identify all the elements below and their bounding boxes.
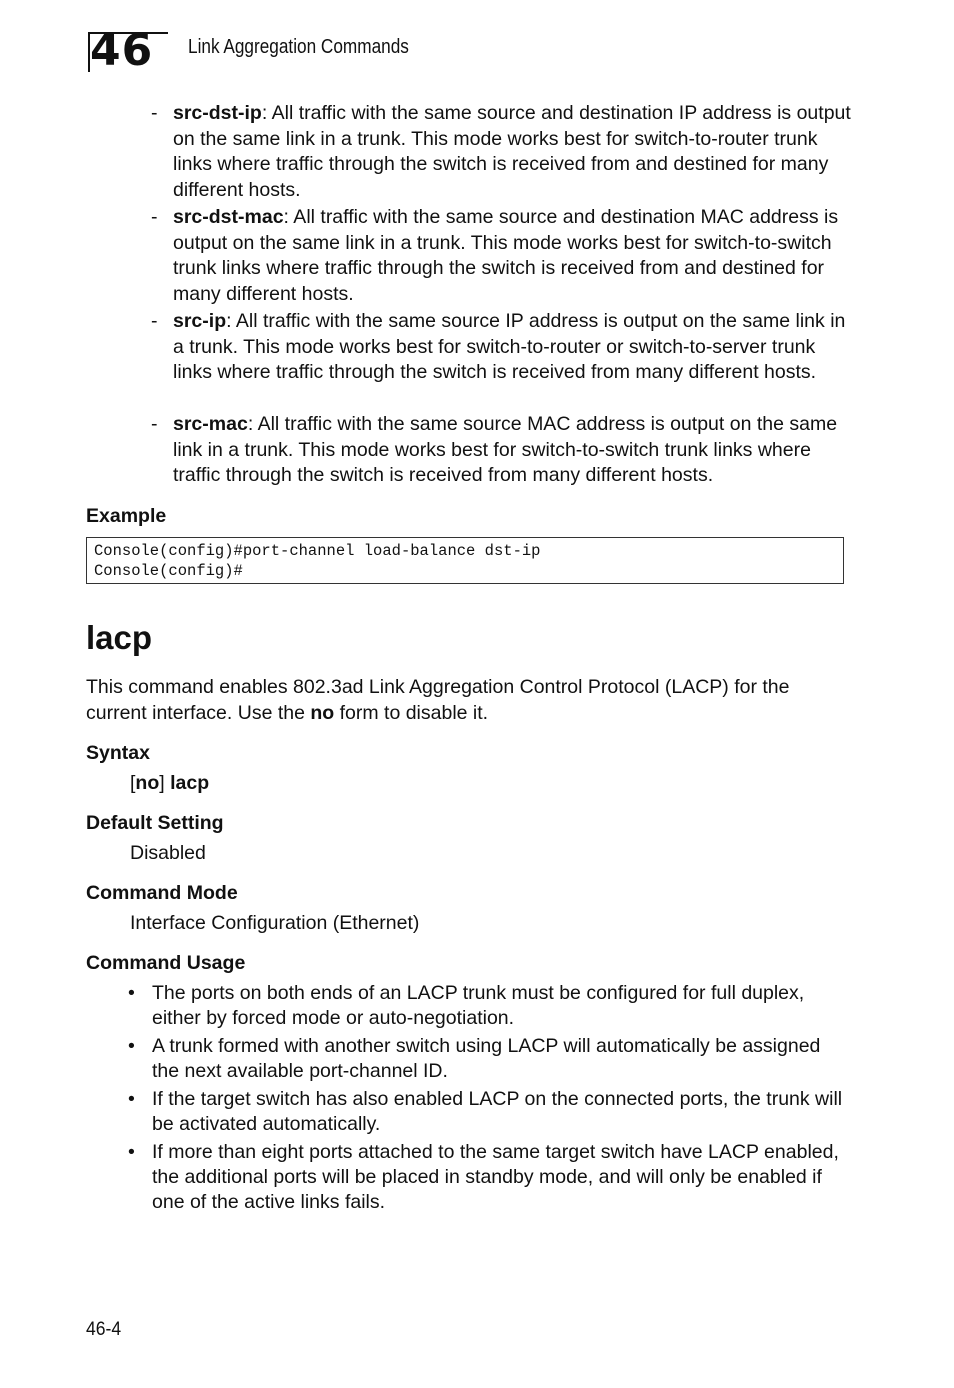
- usage-item-text: If more than eight ports attached to the same target switch have LACP enabled, the additional ports will be placed in standby mode, and will only be enabled if one of the active links fails.: [152, 1141, 839, 1213]
- code-example: [86, 537, 844, 584]
- usage-item: [128, 1034, 848, 1084]
- example-heading: Example: [86, 505, 167, 527]
- mode-item-src-dst-ip: [151, 101, 851, 203]
- usage-item: [128, 1087, 848, 1137]
- code-line: Console(config)#: [94, 562, 243, 580]
- dash-marker: -: [151, 206, 158, 228]
- syntax-bracket-open: [: [130, 772, 136, 794]
- mode-item-src-ip: [151, 309, 851, 386]
- usage-item: [128, 981, 848, 1031]
- dash-marker: -: [151, 413, 158, 435]
- syntax-no-keyword: no: [135, 772, 160, 794]
- syntax-value: [130, 772, 209, 795]
- command-description: [86, 675, 846, 726]
- command-title: lacp: [86, 619, 153, 656]
- dash-marker: -: [151, 310, 158, 332]
- code-line: Console(config)#port-channel load-balance dst-ip: [94, 542, 541, 560]
- mode-description: : All traffic with the same source IP address is output on the same link in a trunk. This mode works best for switch-to-router or switch-to-server trunk links where traffic through the switch is received from many different hosts.: [173, 310, 846, 383]
- default-setting-value: Disabled: [130, 842, 206, 864]
- intro-keyword: no: [310, 701, 335, 724]
- running-title: Link Aggregation Commands: [188, 36, 409, 58]
- usage-item-text: The ports on both ends of an LACP trunk must be configured for full duplex, either by forced mode or auto-negotiation.: [152, 982, 805, 1029]
- mode-description: : All traffic with the same source and destination MAC address is output on the same link in a trunk. This mode works best for switch-to-switch trunk links where traffic through the switch is received from and destined for many different hosts.: [173, 206, 839, 305]
- bullet-marker: •: [128, 1141, 135, 1163]
- syntax-command-keyword: lacp: [170, 772, 210, 794]
- mode-term: src-dst-mac: [173, 206, 284, 228]
- syntax-heading: Syntax: [86, 742, 150, 764]
- intro-text: This command enables 802.3ad Link Aggregation Control Protocol (LACP) for the current interface. Use the: [86, 676, 790, 724]
- mode-term: src-dst-ip: [173, 102, 262, 124]
- mode-item-src-mac: [151, 412, 851, 489]
- command-mode-heading: Command Mode: [86, 882, 238, 904]
- page-number: 46-4: [86, 1318, 122, 1340]
- mode-term: src-ip: [173, 310, 227, 332]
- usage-item-text: A trunk formed with another switch using LACP will automatically be assigned the next available port-channel ID.: [152, 1035, 821, 1082]
- dash-marker: -: [151, 102, 158, 124]
- bullet-marker: •: [128, 982, 135, 1004]
- usage-item-text: If the target switch has also enabled LACP on the connected ports, the trunk will be activated automatically.: [152, 1088, 843, 1135]
- mode-description: : All traffic with the same source MAC address is output on the same link in a trunk. This mode works best for switch-to-switch trunk links where traffic through the switch is received from many different hosts.: [173, 413, 838, 486]
- command-mode-value: Interface Configuration (Ethernet): [130, 912, 420, 934]
- default-setting-heading: Default Setting: [86, 812, 224, 834]
- intro-text-end: form to disable it.: [334, 701, 489, 724]
- bullet-marker: •: [128, 1035, 135, 1057]
- usage-item: [128, 1140, 848, 1215]
- syntax-bracket-close: ]: [159, 772, 171, 794]
- bullet-marker: •: [128, 1088, 135, 1110]
- page-header: [88, 25, 888, 76]
- command-usage-heading: Command Usage: [86, 952, 246, 974]
- mode-description: : All traffic with the same source and destination IP address is output on the same link in a trunk. This mode works best for switch-to-router trunk links where traffic through the switch is received from and destined for many different hosts.: [173, 102, 851, 201]
- mode-item-src-dst-mac: [151, 205, 851, 307]
- mode-term: src-mac: [173, 413, 248, 435]
- chapter-number: 46: [90, 25, 154, 76]
